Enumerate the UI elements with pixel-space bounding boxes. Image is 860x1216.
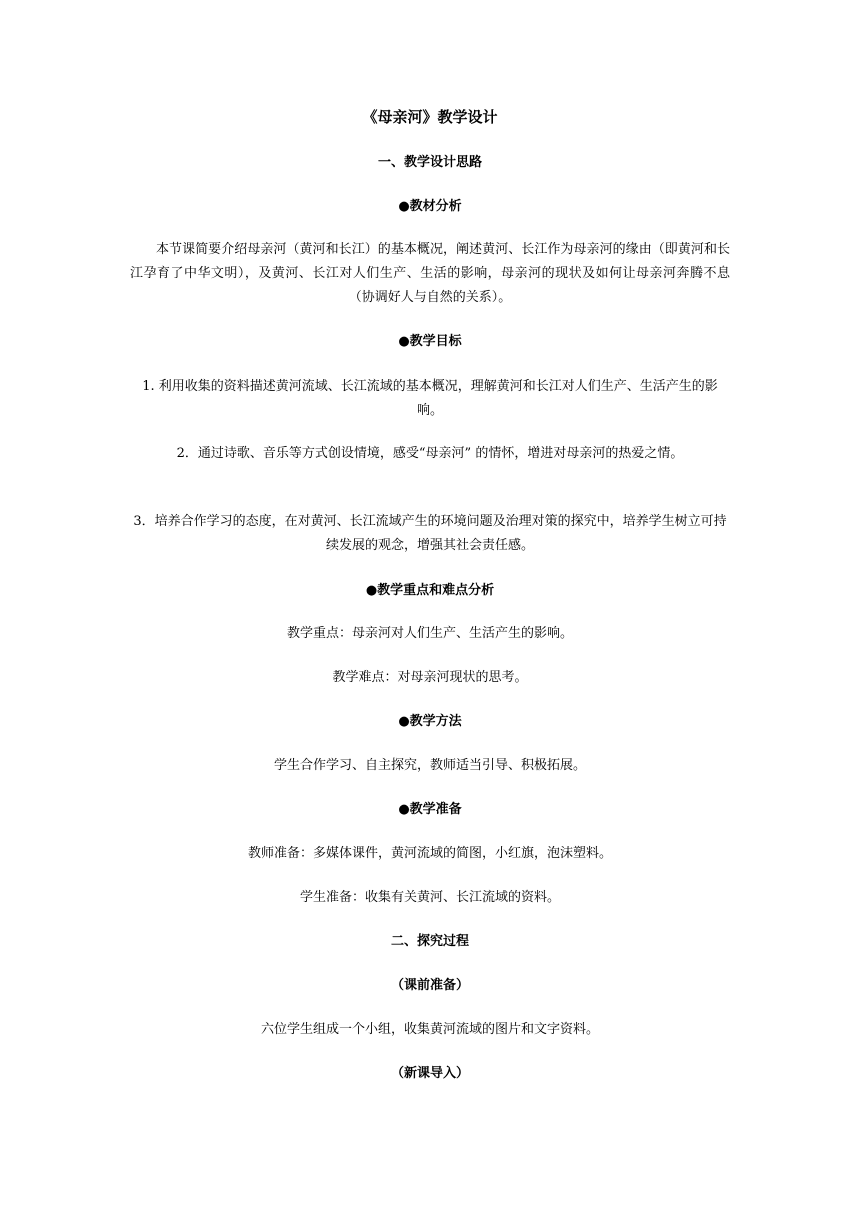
subheading-material-analysis: ●教材分析 bbox=[398, 199, 462, 214]
subheading-lesson-introduction: （新课导入） bbox=[390, 1066, 469, 1081]
difficulty-text: 教学难点：对母亲河现状的思考。 bbox=[332, 670, 528, 685]
pre-class-preparation-text: 六位学生组成一个小组，收集黄河流域的图片和文字资料。 bbox=[260, 1022, 599, 1037]
student-preparation-text: 学生准备：收集有关黄河、长江流域的资料。 bbox=[299, 890, 560, 905]
teaching-goal-2: 2．通过诗歌、音乐等方式创设情境，感受“母亲河” 的情怀，增进对母亲河的热爱之情。 bbox=[176, 446, 684, 461]
material-analysis-paragraph: 本节课简要介绍母亲河（黄河和长江）的基本概况，阐述黄河、长江作为母亲河的缘由（即黄河和长江孕育了中华文明），及黄河、长江对人们生产、生活的影响，母亲河的现状及如何让母亲河奔腾不息（协调好人与自然的关系）。 bbox=[130, 242, 730, 305]
subheading-teaching-goals: ●教学目标 bbox=[398, 334, 462, 349]
section-heading-inquiry-process: 二、探究过程 bbox=[390, 934, 469, 949]
subheading-teaching-preparation: ●教学准备 bbox=[398, 802, 462, 817]
teacher-preparation-text: 教师准备：多媒体课件，黄河流域的简图，小红旗，泡沫塑料。 bbox=[247, 846, 612, 861]
teaching-goal-1: 1. 利用收集的资料描述黄河流域、长江流域的基本概况，理解黄河和长江对人们生产、生活产生的影响。 bbox=[142, 379, 718, 418]
subheading-key-points: ●教学重点和难点分析 bbox=[365, 583, 495, 598]
teaching-methods-text: 学生合作学习、自主探究，教师适当引导、积极拓展。 bbox=[273, 758, 586, 773]
document-title: 《母亲河》教学设计 bbox=[362, 108, 498, 126]
subheading-pre-class-preparation: （课前准备） bbox=[390, 978, 469, 993]
section-heading-design-ideas: 一、教学设计思路 bbox=[377, 155, 482, 170]
subheading-teaching-methods: ●教学方法 bbox=[398, 714, 462, 729]
teaching-goal-3: 3．培养合作学习的态度，在对黄河、长江流域产生的环境问题及治理对策的探究中，培养学生树立可持续发展的观念，增强其社会责任感。 bbox=[133, 514, 727, 553]
key-point-text: 教学重点：母亲河对人们生产、生活产生的影响。 bbox=[286, 626, 573, 641]
